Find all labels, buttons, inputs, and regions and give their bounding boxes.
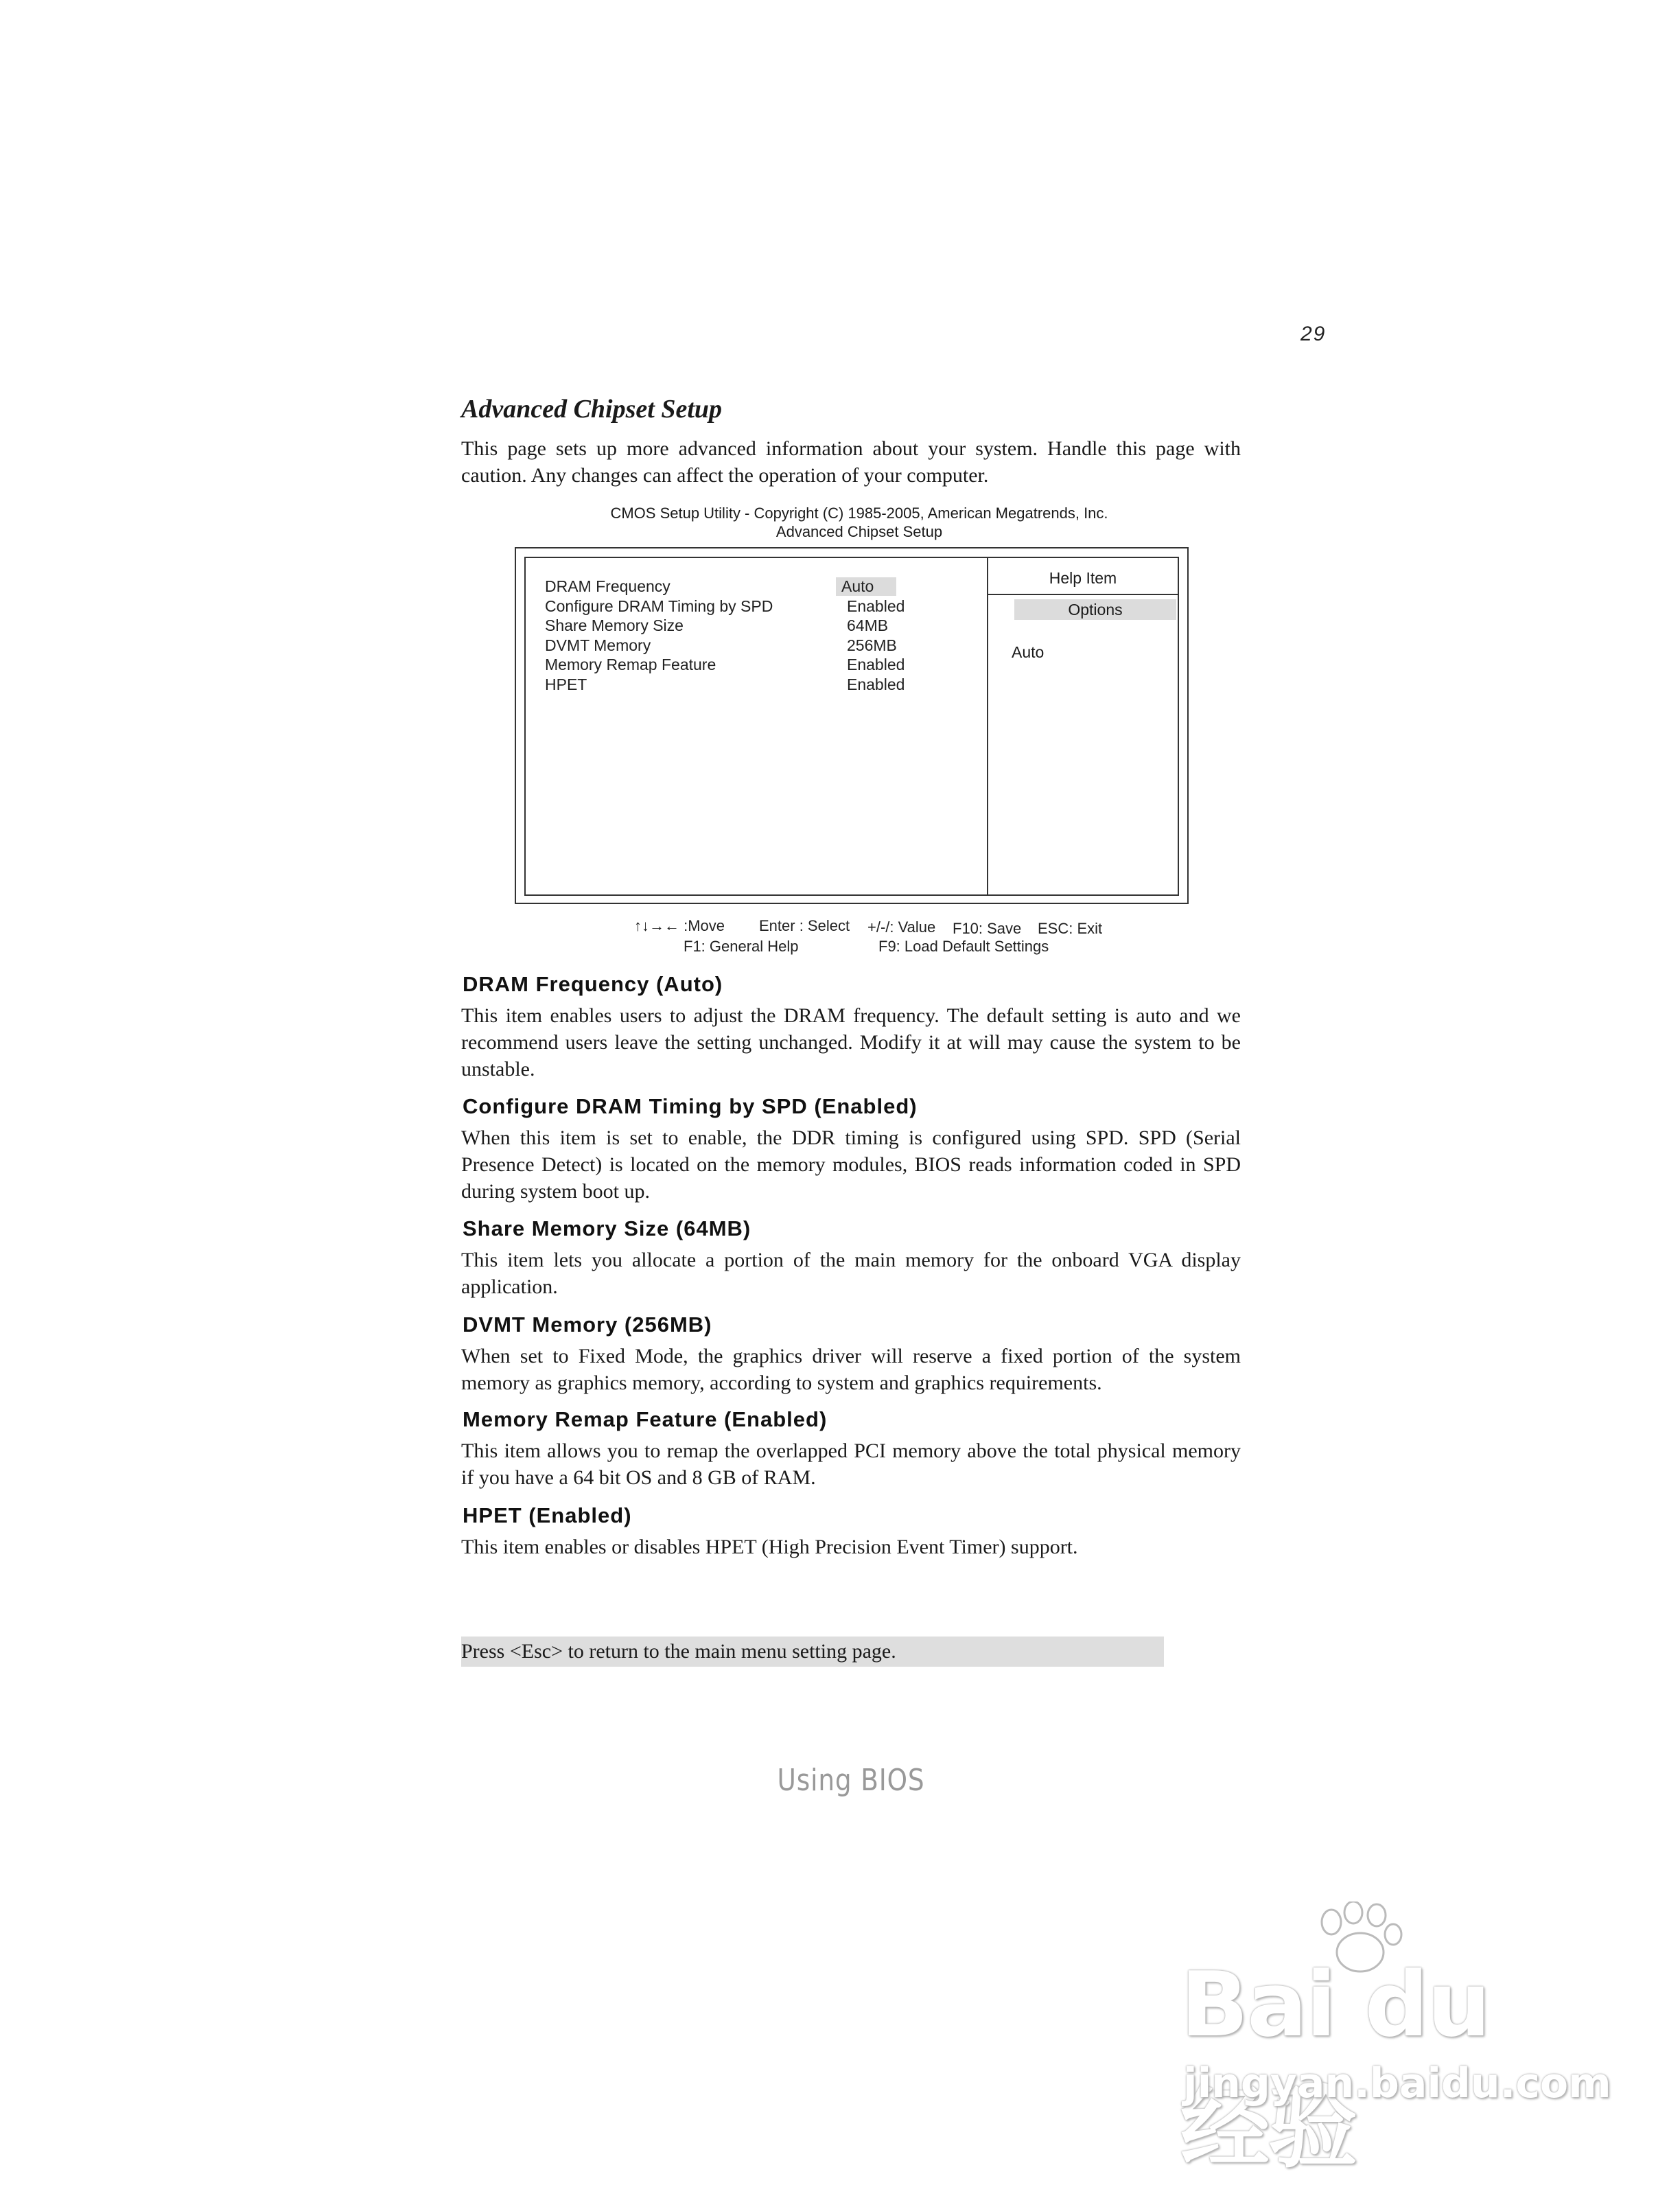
bios-item-label: DVMT Memory — [545, 636, 651, 654]
bios-caption-copyright: CMOS Setup Utility - Copyright (C) 1985-2005, American Megatrends, Inc. — [610, 505, 1108, 522]
bios-item-value[interactable]: 64MB — [847, 616, 889, 634]
key-hint-exit: ESC: Exit — [1038, 920, 1103, 937]
key-hint-move: ↑↓→← :Move — [634, 917, 725, 934]
bios-item-dvmt-memory[interactable] — [545, 636, 984, 656]
baidu-watermark — [1167, 1895, 1611, 2180]
esc-note: Press <Esc> to return to the main menu setting page. — [461, 1640, 896, 1663]
bios-item-label: Share Memory Size — [545, 616, 684, 634]
section-body: This item lets you allocate a portion of the main memory for the onboard VGA display application. — [461, 1249, 1241, 1298]
section-heading: Configure DRAM Timing by SPD (Enabled) — [463, 1094, 918, 1118]
bios-panel — [524, 557, 1179, 896]
section-body: This item enables users to adjust the DRAM frequency. The default setting is auto and we recommend users leave the setting unchanged. Modify it at will may cause the system to be unstable. — [461, 1004, 1241, 1080]
section-body: This item enables or disables HPET (High Precision Event Timer) support. — [461, 1536, 1078, 1558]
bios-screen — [515, 547, 1189, 904]
section-body: This item allows you to remap the overlapped PCI memory above the total physical memory if you have a 64 bit OS and 8 GB of RAM. — [461, 1440, 1241, 1489]
bios-item-value[interactable]: Enabled — [847, 597, 905, 615]
section-body: When set to Fixed Mode, the graphics driver will reserve a fixed portion of the system memory as graphics memory, according to system and graphics requirements. — [461, 1345, 1241, 1394]
bios-item-label: Memory Remap Feature — [545, 656, 716, 673]
help-item-title: Help Item — [1049, 569, 1117, 587]
bios-item-share-memory-size[interactable] — [545, 616, 984, 636]
key-hint-select: Enter : Select — [759, 917, 850, 934]
bios-item-dram-frequency[interactable] — [545, 577, 984, 597]
section-heading: DVMT Memory (256MB) — [463, 1313, 712, 1337]
bios-item-value[interactable]: Auto — [836, 577, 896, 596]
watermark-url: jingyan.baidu.com — [1183, 2059, 1611, 2107]
help-underline — [988, 594, 1178, 595]
bios-item-hpet[interactable] — [545, 675, 984, 695]
section-heading: Memory Remap Feature (Enabled) — [463, 1407, 828, 1431]
page-number: 29 — [1300, 323, 1327, 345]
bios-item-label: Configure DRAM Timing by SPD — [545, 597, 773, 615]
help-options-header: Options — [1014, 599, 1176, 620]
bios-item-configure-dram-timing[interactable] — [545, 597, 984, 616]
key-hint-value: +/-/: Value — [867, 918, 936, 936]
bios-item-label: DRAM Frequency — [545, 577, 670, 595]
bios-item-value[interactable]: 256MB — [847, 636, 897, 654]
key-hint-save: F10: Save — [953, 920, 1022, 937]
watermark-brand: Bai du 经验 — [1180, 1952, 1490, 2180]
bios-item-memory-remap[interactable] — [545, 656, 984, 675]
footer-chapter-title: Using BIOS — [777, 1763, 925, 1798]
page-title: Advanced Chipset Setup — [461, 395, 723, 424]
section-heading: DRAM Frequency (Auto) — [463, 972, 723, 996]
bios-item-value[interactable]: Enabled — [847, 656, 905, 673]
section-body: When this item is set to enable, the DDR timing is configured using SPD. SPD (Serial Presence Detect) is located on the memory modules, BIOS reads information coded in SPD during system boot up. — [461, 1126, 1241, 1203]
key-hint-defaults: F9: Load Default Settings — [878, 938, 1049, 955]
help-option-value[interactable]: Auto — [1012, 643, 1045, 661]
section-heading: HPET (Enabled) — [463, 1503, 632, 1527]
section-heading: Share Memory Size (64MB) — [463, 1216, 751, 1240]
key-hint-help: F1: General Help — [684, 938, 799, 955]
intro-paragraph: This page sets up more advanced information about your system. Handle this page with caution. Any changes can affect the operation of your computer. — [461, 437, 1241, 487]
bios-caption-title: Advanced Chipset Setup — [775, 523, 943, 540]
bios-divider — [987, 558, 988, 894]
bios-item-label: HPET — [545, 675, 587, 693]
bios-item-value[interactable]: Enabled — [847, 675, 905, 693]
